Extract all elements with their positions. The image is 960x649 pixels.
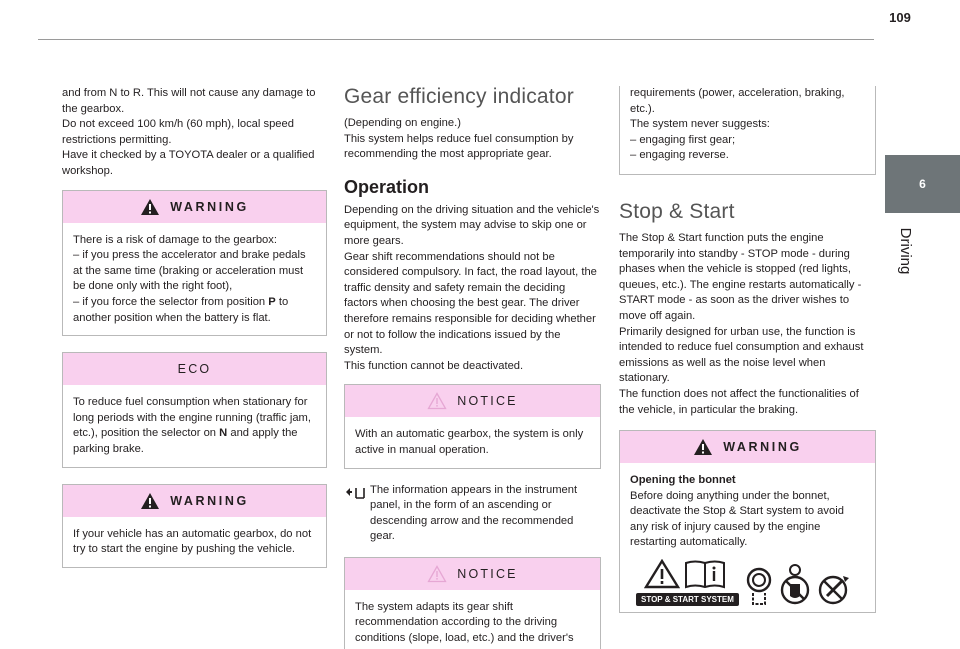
warning-header (63, 191, 326, 223)
warning-triangle-icon (140, 492, 160, 510)
stop-start-badge: STOP & START SYSTEM (636, 593, 739, 606)
notice-header (345, 558, 600, 590)
warning-label: WARNING (170, 199, 249, 214)
chapter-tab[interactable]: 6 (885, 155, 960, 213)
eco-label: ECO (177, 362, 212, 377)
eco-text: To reduce fuel consumption when stationary for long periods with the engine running (traffic jam, etc.), position the selector on N and apply the parking brake. (73, 396, 311, 455)
warning-text: There is a risk of damage to the gearbox: – if you press the accelerator and brake pedals at the same time (braking or acceleration must be done only with the right foot), – if you force the selector from position P to another position when the battery is flat. (73, 233, 306, 324)
eco-header (63, 353, 326, 385)
intro-paragraph: and from N to R. This will not cause any damage to the gearbox. Do not exceed 100 km/h (60 mph), local speed restrictions permitting. Have it checked by a TOYOTA dealer or a qualified workshop. (62, 87, 316, 177)
notice-continued-text: requirements (power, acceleration, braking, etc.). The system never suggests: – engaging first gear; – engaging reverse. (630, 87, 845, 162)
notice-label: NOTICE (457, 566, 518, 581)
notice-triangle-icon (427, 565, 447, 583)
chapter-title: Driving (897, 227, 914, 275)
warning-text: If your vehicle has an automatic gearbox, do not try to start the engine by pushing the vehicle. (73, 527, 312, 556)
warning-triangle-icon (140, 198, 160, 216)
warning-label: WARNING (170, 493, 249, 508)
column-right (619, 86, 876, 613)
notice-box-automatic (344, 384, 601, 468)
page-number: 109 (889, 10, 911, 25)
notice-box-continued (619, 86, 876, 175)
warning-box-push-start (62, 484, 327, 568)
eco-box (62, 352, 327, 467)
no-hand-icon (779, 562, 811, 606)
no-tool-icon (817, 572, 851, 606)
section-title-stop-start: Stop & Start (619, 199, 735, 223)
warning-header (63, 485, 326, 517)
gear-intro: (Depending on engine.) This system helps reduce fuel consumption by recommending the most appropriate gear. (344, 117, 574, 161)
warning-triangle-icon (693, 438, 713, 456)
subsection-title-operation: Operation (344, 176, 430, 197)
column-middle (344, 86, 601, 649)
manual-book-icon (684, 559, 726, 589)
warning-box-gearbox (62, 190, 327, 337)
gear-indicator-info (344, 483, 601, 545)
info-text: The information appears in the instrument panel, in the form of an ascending or descending arrow and the recommended gear. (370, 483, 578, 543)
warning-triangle-icon (644, 559, 680, 589)
notice-text: The system adapts its gear shift recommendation according to the driving conditions (slope, load, etc.) and the driver's (355, 600, 574, 645)
warning-label: WARNING (723, 440, 802, 455)
operation-text: Depending on the driving situation and the vehicle's equipment, the system may advise to skip one or more gears. Gear shift recommendations should not be considered compulsory. In fact, the road layout, the traffic density and safety remain the deciding factors when choosing the best gear. The driver therefore remains responsible for deciding whether or not to follow the indications issued by the system. This function cannot be deactivated. (344, 203, 600, 372)
notice-text: With an automatic gearbox, the system is only active in manual operation. (355, 428, 584, 456)
notice-box-adapt (344, 557, 601, 649)
notice-header (345, 385, 600, 417)
warning-box-bonnet (619, 430, 876, 613)
engine-fan-icon (745, 566, 773, 606)
stop-start-label-illustration (630, 559, 865, 606)
warning-header (620, 431, 875, 463)
notice-triangle-icon (427, 392, 447, 410)
header-rule (38, 39, 874, 40)
gear-shift-indicator-icon (344, 483, 366, 545)
column-left (62, 86, 327, 568)
notice-label: NOTICE (457, 394, 518, 409)
warning-text: Opening the bonnet Before doing anything under the bonnet, deactivate the Stop & Start system to avoid any risk of injury caused by the engine restarting automatically. (630, 474, 844, 549)
section-title-gear-efficiency: Gear efficiency indicator (344, 85, 574, 108)
stop-start-text: The Stop & Start function puts the engine temporarily into standby - STOP mode - during phases when the vehicle is stopped (red lights, queues, etc.). The engine restarts automatically - START mode - as soon as the driver wishes to move off again. Primarily designed for urban use, the function is intended to reduce fuel consumption and exhaust emissions as well as the noise level when stationary. The function does not affect the functionalities of the vehicle, in particular the braking. (619, 231, 864, 416)
